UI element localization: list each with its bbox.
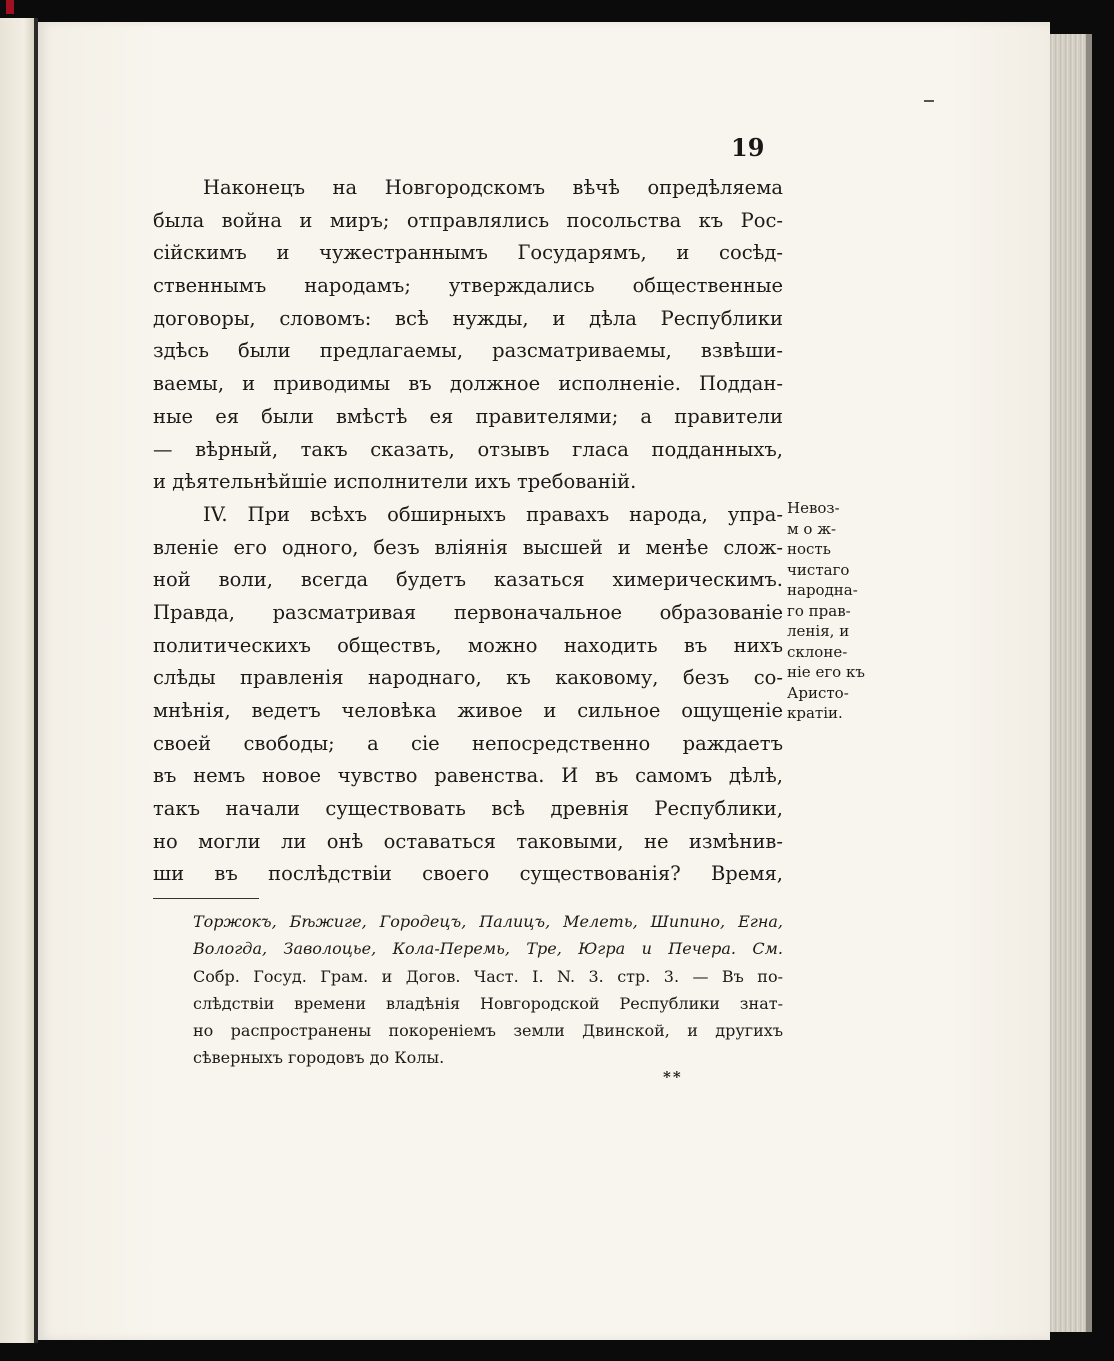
footnote-line: но распространены покореніемъ земли Двинской, и другихъ	[193, 1021, 783, 1041]
text-line: Правда, разсматривая первоначальное образованіе	[153, 600, 783, 624]
text-line: — вѣрный, такъ сказать, отзывъ гласа подданныхъ,	[153, 437, 783, 461]
text-line: сійскимъ и чужестраннымъ Государямъ, и сосѣд-	[153, 241, 783, 265]
margin-line: кратіи.	[787, 704, 843, 722]
text-line: здѣсь были предлагаемы, разсматриваемы, взвѣши-	[153, 339, 783, 363]
margin-line: Невоз-	[787, 499, 840, 517]
footnote-line: Торжокъ, Бѣжиге, Городецъ, Палицъ, Мелеть, Шипино, Егна,	[193, 912, 783, 931]
footnote-block	[193, 908, 783, 1072]
margin-line: склоне-	[787, 642, 848, 661]
text-line: договоры, словомъ: всѣ нужды, и дѣла Республики	[153, 306, 783, 330]
footnote-rule	[153, 898, 259, 899]
text-line: мнѣнія, ведетъ человѣка живое и сильное ощущеніе	[153, 699, 783, 722]
text-line: была война и миръ; отправлялись посольства къ Рос-	[153, 208, 783, 232]
fore-edge-shadow	[1086, 34, 1092, 1332]
text-line: IV. При всѣхъ обширныхъ правахъ народа, упра-	[203, 502, 783, 526]
margin-line: ніе его къ	[787, 663, 865, 681]
page-fore-edge	[1044, 34, 1090, 1332]
text-line: и дѣятельнѣйшіе исполнители ихъ требованій.	[153, 470, 637, 494]
text-line: политическихъ обществъ, можно находить въ нихъ	[153, 633, 783, 657]
footnote-line: Вологда, Заволоцье, Кола-Перемь, Тре, Югра и Печера. См.	[193, 939, 783, 959]
footnote-line: сѣверныхъ городовъ до Колы.	[193, 1048, 445, 1068]
text-line: вленіе его одного, безъ вліянія высшей и менѣе слож-	[153, 535, 783, 559]
main-text-block	[153, 172, 783, 891]
page-number: 19	[731, 133, 765, 162]
marginal-note	[787, 498, 877, 724]
text-line: но могли ли онѣ оставаться таковыми, не измѣнив-	[153, 829, 783, 853]
margin-line: чистаго	[787, 560, 850, 579]
text-line: слѣды правленія народнаго, къ каковому, безъ со-	[153, 666, 783, 690]
text-line: ваемы, и приводимы въ должное исполненіе. Поддан-	[153, 372, 783, 396]
text-line: такъ начали существовать всѣ древнія Республики,	[153, 797, 783, 821]
bookmark-ribbon	[6, 0, 14, 14]
text-line: въ немъ новое чувство равенства. И въ самомъ дѣлѣ,	[153, 764, 783, 788]
margin-line: народна-	[787, 581, 858, 599]
footnote-line: Собр. Госуд. Грам. и Догов. Част. I. N. 3. стр. 3. — Въ по-	[193, 966, 783, 986]
margin-line: м о ж-	[787, 519, 837, 538]
text-line: ные ея были вмѣстѣ ея правителями; а правители	[153, 404, 783, 428]
text-line: своей свободы; а сіе непосредственно раждаетъ	[153, 731, 783, 755]
margin-line: ленія, и	[787, 622, 850, 640]
footnote-line: слѣдствіи времени владѣнія Новгородской Республики знат-	[193, 993, 783, 1013]
left-page-edge	[0, 18, 34, 1343]
text-line: ственнымъ народамъ; утверждались общественные	[153, 274, 783, 298]
text-line: Наконецъ на Новгородскомъ вѣчѣ опредѣляема	[203, 176, 783, 199]
text-line: ной воли, всегда будетъ казаться химерическимъ.	[153, 568, 783, 592]
printer-mark	[924, 100, 934, 102]
margin-line: Аристо-	[787, 683, 849, 702]
margin-line: го прав-	[787, 601, 851, 620]
text-line: ши въ послѣдствіи своего существованія? Время,	[153, 862, 783, 886]
signature-mark: **	[663, 1068, 683, 1086]
margin-line: ность	[787, 540, 831, 558]
